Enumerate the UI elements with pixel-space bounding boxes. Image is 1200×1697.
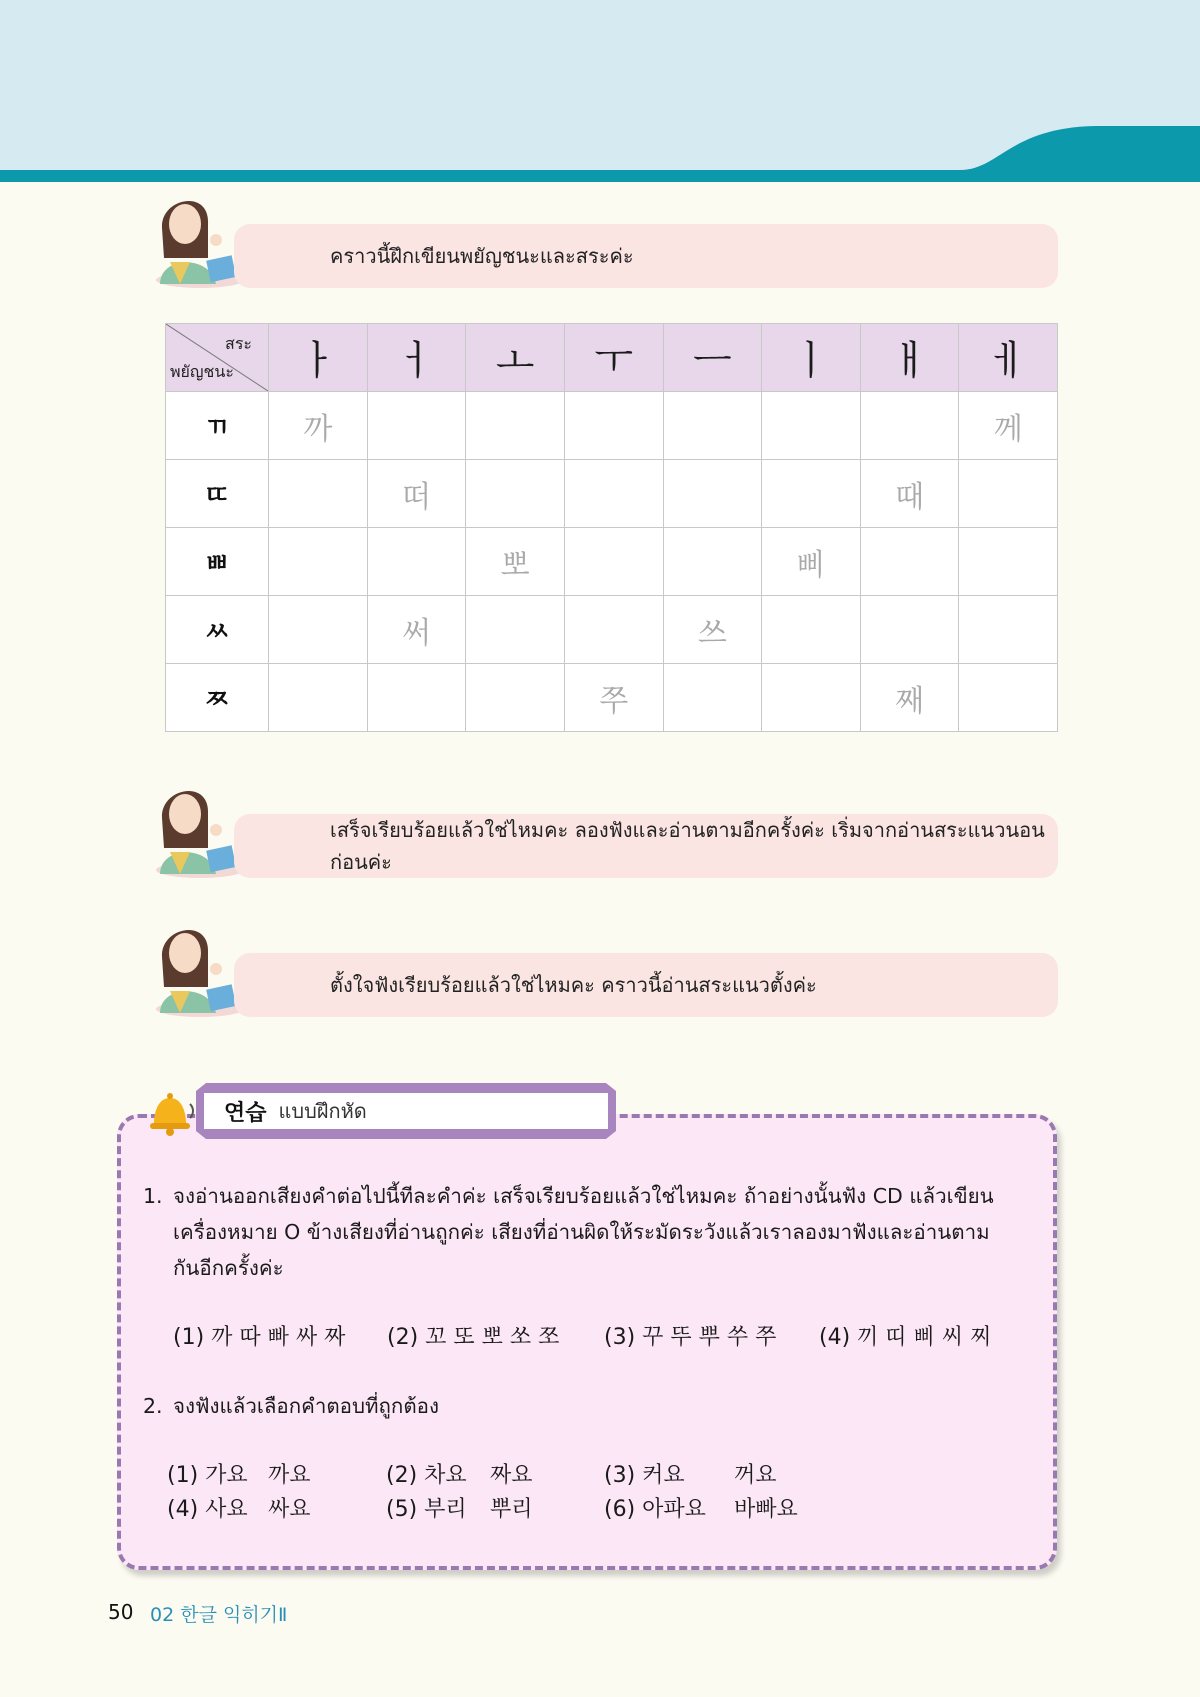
vowel-header: ㅓ: [367, 324, 466, 392]
question-1-number: 1.: [143, 1184, 163, 1208]
consonant-cell: ㅃ: [166, 528, 269, 596]
speech-text: ตั้งใจฟังเรียบร้อยแล้วใช่ไหมคะ คราวนี้อ่านสระแนวตั้งค่ะ: [330, 973, 817, 997]
q1-option[interactable]: (1) 까 따 빠 싸 짜: [173, 1325, 346, 1350]
syllable-cell[interactable]: 께: [959, 392, 1058, 460]
question-2-number: 2.: [143, 1394, 163, 1418]
syllable-cell[interactable]: [466, 664, 565, 732]
vowel-header: ㅜ: [564, 324, 663, 392]
consonant-cell: ㄲ: [166, 392, 269, 460]
practice-title-ko: 연습: [224, 1100, 267, 1126]
table-row: [166, 596, 1058, 664]
syllable-cell[interactable]: [959, 664, 1058, 732]
q2-option[interactable]: (2) 차요: [386, 1463, 467, 1488]
vowel-header: ㅐ: [860, 324, 959, 392]
speech-text: คราวนี้ฝึกเขียนพยัญชนะและสระค่ะ: [330, 244, 634, 268]
syllable-cell[interactable]: [762, 392, 861, 460]
q2-option[interactable]: (5) 부리: [386, 1497, 467, 1522]
question-1-line: กันอีกครั้งค่ะ: [173, 1256, 284, 1280]
syllable-cell[interactable]: [564, 528, 663, 596]
syllable-cell[interactable]: 때: [860, 460, 959, 528]
syllable-cell[interactable]: [564, 392, 663, 460]
consonant-cell: ㄸ: [166, 460, 269, 528]
q2-option[interactable]: (1) 가요: [167, 1463, 248, 1488]
bell-icon: [146, 1088, 198, 1138]
syllable-cell[interactable]: [367, 528, 466, 596]
page-number: 50: [108, 1600, 134, 1624]
table-row: [166, 460, 1058, 528]
vowel-header: ㅏ: [269, 324, 368, 392]
q2-option-alt[interactable]: 바빠요: [734, 1497, 798, 1522]
syllable-cell[interactable]: [269, 528, 368, 596]
syllable-cell[interactable]: [663, 528, 762, 596]
table-header-row: [166, 324, 1058, 392]
speech-bubble: [234, 224, 1058, 288]
syllable-cell[interactable]: 째: [860, 664, 959, 732]
q2-option-alt[interactable]: 싸요: [268, 1497, 311, 1522]
speech-row-1: [150, 188, 1058, 298]
syllable-cell[interactable]: [367, 664, 466, 732]
syllable-cell[interactable]: [762, 664, 861, 732]
question-1-line: จงอ่านออกเสียงคำต่อไปนี้ทีละคำค่ะ เสร็จเรียบร้อยแล้วใช่ไหมคะ ถ้าอย่างนั้นฟัง CD แล้วเขียน: [173, 1184, 994, 1208]
syllable-cell[interactable]: 써: [367, 596, 466, 664]
table-row: [166, 528, 1058, 596]
q2-option[interactable]: (3) 커요: [604, 1463, 685, 1488]
chapter-title: 02 한글 익히기Ⅱ: [150, 1604, 288, 1626]
q2-option-alt[interactable]: 뿌리: [490, 1497, 533, 1522]
syllable-cell[interactable]: 쓰: [663, 596, 762, 664]
speech-text: เสร็จเรียบร้อยแล้วใช่ไหมคะ ลองฟังและอ่านตามอีกครั้งค่ะ เริ่มจากอ่านสระแนวนอนก่อนค่ะ: [330, 818, 1045, 874]
syllable-cell[interactable]: 떠: [367, 460, 466, 528]
syllable-cell[interactable]: [762, 460, 861, 528]
syllable-cell[interactable]: 쭈: [564, 664, 663, 732]
question-2-text: จงฟังแล้วเลือกคำตอบที่ถูกต้อง: [173, 1394, 439, 1418]
q1-option[interactable]: (2) 꼬 또 뽀 쏘 쪼: [387, 1325, 560, 1350]
table-corner-cell: [166, 324, 269, 392]
vowel-header: ㅣ: [762, 324, 861, 392]
header-wave: [0, 0, 1200, 182]
consonant-vowel-table: [165, 323, 1058, 732]
question-1-line: เครื่องหมาย O ข้างเสียงที่อ่านถูกค่ะ เสียงที่อ่านผิดให้ระมัดระวังแล้วเราลองมาฟังและอ่านตาม: [173, 1220, 990, 1244]
syllable-cell[interactable]: [466, 596, 565, 664]
syllable-cell[interactable]: [663, 460, 762, 528]
syllable-cell[interactable]: [466, 460, 565, 528]
table-row: [166, 664, 1058, 732]
syllable-cell[interactable]: 뽀: [466, 528, 565, 596]
vowel-header: ㅗ: [466, 324, 565, 392]
q1-option[interactable]: (4) 끼 띠 삐 씨 찌: [819, 1325, 992, 1350]
q2-option-alt[interactable]: 짜요: [490, 1463, 533, 1488]
q2-option-alt[interactable]: 까요: [268, 1463, 311, 1488]
consonant-cell: ㅆ: [166, 596, 269, 664]
syllable-cell[interactable]: [564, 596, 663, 664]
table-row: [166, 392, 1058, 460]
syllable-cell[interactable]: [663, 392, 762, 460]
q2-option-alt[interactable]: 꺼요: [734, 1463, 777, 1488]
syllable-cell[interactable]: [269, 664, 368, 732]
corner-vowel-label: สระ: [225, 334, 252, 353]
syllable-cell[interactable]: [269, 596, 368, 664]
syllable-cell[interactable]: 까: [269, 392, 368, 460]
syllable-cell[interactable]: 삐: [762, 528, 861, 596]
syllable-cell[interactable]: [762, 596, 861, 664]
syllable-cell[interactable]: [860, 528, 959, 596]
practice-title-tab: [196, 1083, 616, 1139]
practice-title-th: แบบฝึกหัด: [278, 1099, 367, 1123]
syllable-cell[interactable]: [466, 392, 565, 460]
speech-row-2: [150, 778, 1058, 888]
vowel-header: ㅔ: [959, 324, 1058, 392]
syllable-cell[interactable]: [860, 596, 959, 664]
corner-consonant-label: พยัญชนะ: [170, 362, 234, 381]
q1-option[interactable]: (3) 꾸 뚜 뿌 쑤 쭈: [604, 1325, 777, 1350]
syllable-cell[interactable]: [663, 664, 762, 732]
syllable-cell[interactable]: [860, 392, 959, 460]
vowel-header: ㅡ: [663, 324, 762, 392]
speech-bubble: [234, 953, 1058, 1017]
syllable-cell[interactable]: [959, 596, 1058, 664]
consonant-cell: ㅉ: [166, 664, 269, 732]
q2-option[interactable]: (6) 아파요: [604, 1497, 706, 1522]
syllable-cell[interactable]: [564, 460, 663, 528]
syllable-cell[interactable]: [367, 392, 466, 460]
syllable-cell[interactable]: [959, 528, 1058, 596]
speech-row-3: [150, 917, 1058, 1027]
syllable-cell[interactable]: [959, 460, 1058, 528]
speech-bubble: [234, 814, 1058, 878]
q2-option[interactable]: (4) 사요: [167, 1497, 248, 1522]
syllable-cell[interactable]: [269, 460, 368, 528]
